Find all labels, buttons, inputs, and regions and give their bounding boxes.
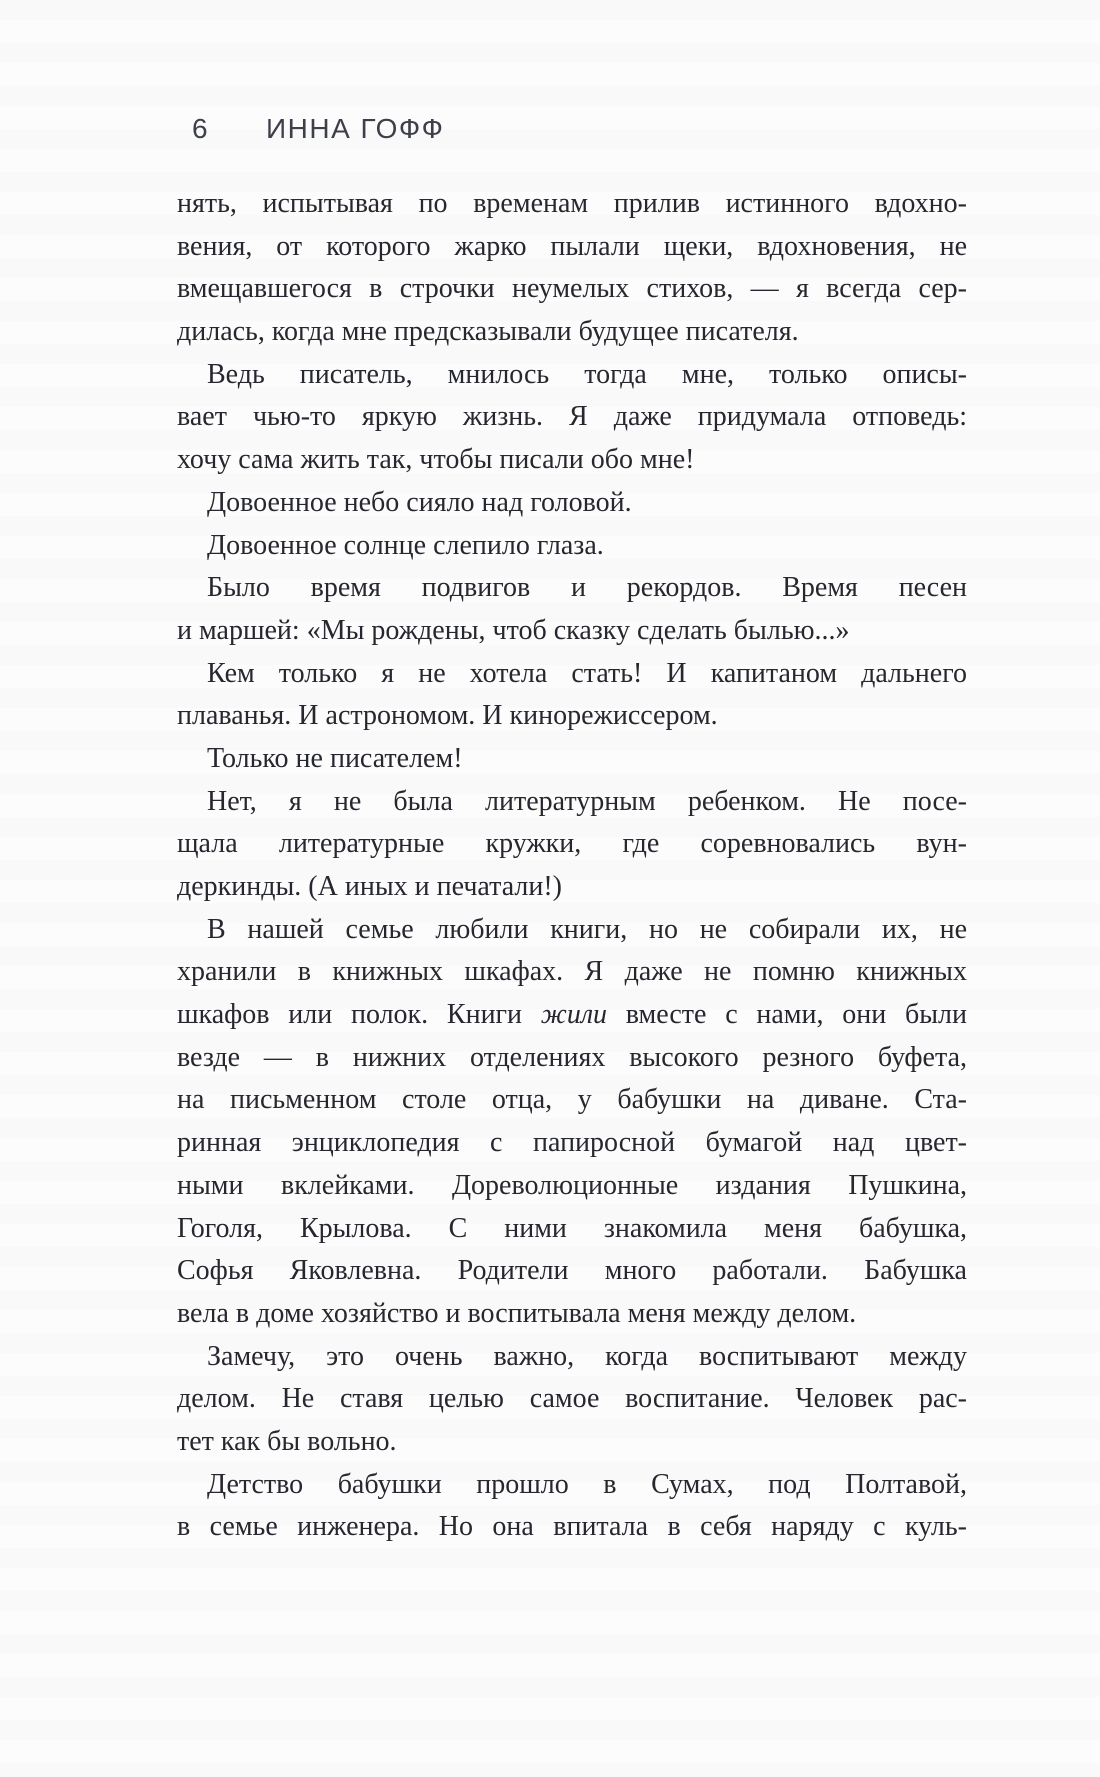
text-line <box>177 439 967 482</box>
text-segment: Довоенное небо сияло над головой. <box>207 486 632 518</box>
text-segment: дилась, когда мне предсказывали будущее писателя. <box>177 316 799 348</box>
text-segment: Нет, я не была литературным ребенком. Не посе- <box>207 785 967 817</box>
page-number: 6 <box>192 113 208 144</box>
text-line <box>177 1208 967 1251</box>
text-segment: на письменном столе отца, у бабушки на диване. Ста- <box>177 1084 967 1116</box>
text-segment: везде — в нижних отделениях высокого резного буфета, <box>177 1041 967 1073</box>
text-line <box>177 396 967 439</box>
text-line <box>177 567 967 610</box>
paragraph <box>177 354 967 482</box>
running-title: ИННА ГОФФ <box>266 113 445 144</box>
paragraph <box>177 781 967 909</box>
text-segment: Кем только я не хотела стать! И капитаном дальнего <box>207 657 967 689</box>
text-segment: и маршей: «Мы рождены, чтоб сказку сделать былью...» <box>177 614 850 646</box>
paragraph <box>177 653 967 738</box>
text-segment: Только не писателем! <box>207 742 463 774</box>
paragraph <box>177 482 967 525</box>
page-text <box>177 183 967 1549</box>
paragraph <box>177 183 967 354</box>
text-segment: ными вклейками. Дореволюционные издания Пушкина, <box>177 1169 967 1201</box>
text-line <box>177 354 967 397</box>
text-segment: щала литературные кружки, где соревновались вун- <box>177 828 967 860</box>
paragraph <box>177 525 967 568</box>
text-line <box>177 695 967 738</box>
text-segment: вает чью-то яркую жизнь. Я даже придумала отповедь: <box>177 401 967 433</box>
text-line <box>177 781 967 824</box>
text-segment: В нашей семье любили книги, но не собирали их, не <box>207 913 967 945</box>
text-segment: Замечу, это очень важно, когда воспитывают между <box>207 1340 967 1372</box>
text-segment: Гоголя, Крылова. С ними знакомила меня бабушка, <box>177 1212 967 1244</box>
text-segment: нять, испытывая по временам прилив истинного вдохно- <box>177 188 967 219</box>
text-line <box>177 1250 967 1293</box>
page-header <box>192 112 444 146</box>
paragraph <box>177 1464 967 1549</box>
paragraph <box>177 909 967 1336</box>
text-segment: делом. Не ставя целью самое воспитание. Человек рас- <box>177 1383 967 1415</box>
text-line <box>177 738 967 781</box>
text-segment: шкафов или полок. Книги <box>177 999 541 1031</box>
text-segment: ринная энциклопедия с папиросной бумагой над цвет- <box>177 1127 967 1159</box>
text-segment: Довоенное солнце слепило глаза. <box>207 529 604 561</box>
text-line <box>177 1336 967 1379</box>
text-segment: плаванья. И астрономом. И кинорежиссером. <box>177 700 718 732</box>
text-segment: вела в доме хозяйство и воспитывала меня между делом. <box>177 1297 857 1329</box>
text-line <box>177 482 967 525</box>
text-line <box>177 1506 967 1549</box>
text-line <box>177 994 967 1037</box>
text-line <box>177 1165 967 1208</box>
text-line <box>177 823 967 866</box>
text-segment: Было время подвигов и рекордов. Время песен <box>207 572 967 604</box>
text-segment: Ведь писатель, мнилось тогда мне, только описы- <box>207 358 967 390</box>
text-line <box>177 311 967 354</box>
text-segment: Софья Яковлевна. Родители много работали. Бабушка <box>177 1255 967 1287</box>
text-segment: деркинды. (А иных и печатали!) <box>177 871 562 902</box>
text-segment: Детство бабушки прошло в Сумах, под Полтавой, <box>207 1468 967 1500</box>
text-line <box>177 1122 967 1165</box>
text-line <box>177 1421 967 1464</box>
text-segment: хочу сама жить так, чтобы писали обо мне! <box>177 444 695 476</box>
text-line <box>177 610 967 653</box>
text-line <box>177 909 967 952</box>
text-segment: вмещавшегося в строчки неумелых стихов, — я всегда сер- <box>177 273 967 305</box>
text-line <box>177 226 967 269</box>
text-line <box>177 653 967 696</box>
text-segment: вместе с нами, они были <box>607 999 967 1031</box>
paragraph <box>177 738 967 781</box>
text-segment: хранили в книжных шкафах. Я даже не помню книжных <box>177 956 967 988</box>
text-line <box>177 1464 967 1507</box>
text-segment: тет как бы вольно. <box>177 1425 397 1457</box>
text-line <box>177 951 967 994</box>
text-line <box>177 1079 967 1122</box>
text-segment: вения, от которого жарко пылали щеки, вдохновения, не <box>177 230 967 262</box>
text-line <box>177 1037 967 1080</box>
text-segment: в семье инженера. Но она впитала в себя наряду с куль- <box>177 1511 967 1543</box>
italic-text: жили <box>540 999 608 1031</box>
text-line <box>177 1378 967 1421</box>
text-line <box>177 1293 967 1336</box>
paragraph <box>177 1336 967 1464</box>
text-line <box>177 268 967 311</box>
text-line <box>177 183 967 226</box>
paragraph <box>177 567 967 652</box>
text-line <box>177 866 967 909</box>
text-line <box>177 525 967 568</box>
